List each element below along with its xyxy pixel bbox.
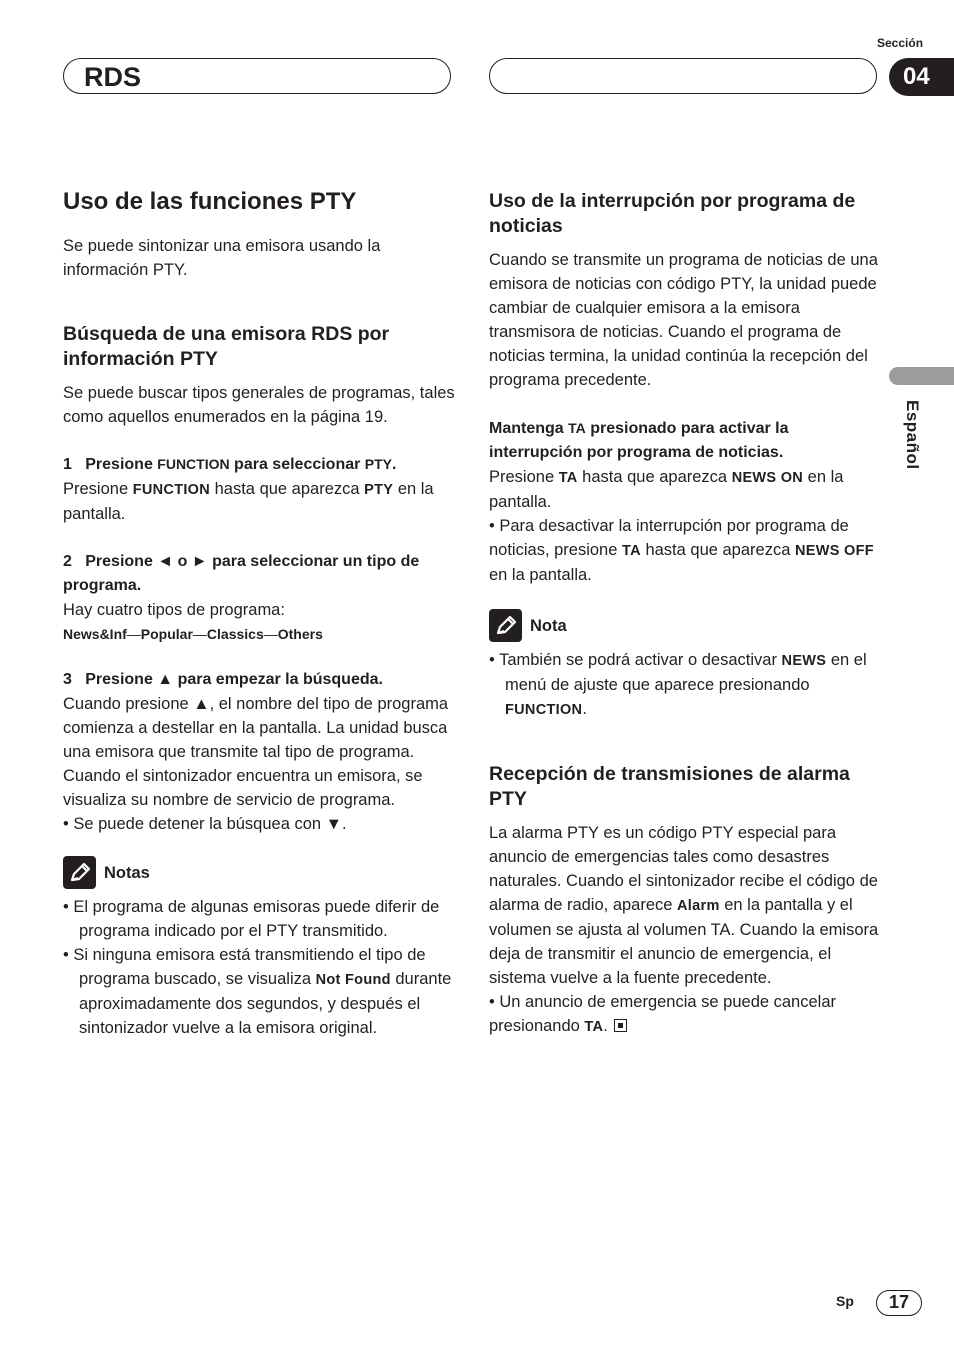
alarm-display: Alarm [677, 898, 720, 914]
program-types [63, 622, 455, 646]
language-tab [889, 367, 954, 385]
step2-head-text: Presione ◄ o ► para seleccionar un tipo de programa. [63, 553, 420, 594]
hold-body-text: Presione [489, 468, 559, 486]
note-text2: en el menú de ajuste que aparece presionando [505, 651, 867, 694]
end-of-section-icon [614, 1019, 627, 1032]
step3-heading [63, 668, 455, 692]
step1-body-text2: hasta que aparezca [210, 480, 365, 498]
pty-key: PTY [364, 456, 393, 472]
type-news: News&Inf [63, 626, 127, 642]
alarm-bullet-text: • Un anuncio de emergencia se puede cancelar presionando [489, 993, 836, 1035]
dash: — [192, 626, 207, 642]
section-number-tab: 04 [889, 58, 954, 96]
step3-bullet: • Se puede detener la búsquea con ▼. [63, 815, 347, 833]
header-title-box [63, 58, 451, 94]
step1-head-end: . [392, 456, 397, 473]
news-off-display: NEWS OFF [794, 543, 874, 559]
step3-number: 3 [63, 671, 72, 688]
step2-heading [63, 550, 455, 598]
left-column [63, 188, 455, 1040]
type-classics: Classics [206, 626, 264, 642]
type-others: Others [277, 626, 323, 642]
step1-heading [63, 452, 455, 477]
pencil-icon [489, 609, 522, 642]
function-display: FUNCTION [132, 482, 211, 498]
news-title: Uso de la interrupción por programa de noticias [489, 190, 856, 237]
dash: — [126, 626, 141, 642]
hold-body-end: en la pantalla. [489, 468, 844, 511]
function-key: FUNCTION [157, 456, 230, 472]
note-item-1: • El programa de algunas emisoras puede diferir de programa indicado por el PTY transmitido. [63, 898, 440, 940]
hold-bullet-end: en la pantalla. [489, 566, 592, 584]
note-end: . [582, 700, 587, 718]
step1-head-text2: para seleccionar [229, 456, 365, 473]
note2-text: • Si ninguna emisora está transmitiendo el tipo de programa buscado, se visualiza [63, 946, 426, 988]
search-body: Se puede buscar tipos generales de programas, tales como aquellos enumerados en la página 19. [63, 384, 455, 426]
pencil-icon [63, 856, 96, 889]
page-title: RDS [84, 62, 142, 92]
note2-text2: durante aproximadamente dos segundos, y después el sintonizador vuelve a la emisora original. [79, 970, 452, 1037]
hold-head-text: Mantenga [489, 420, 569, 437]
news-on-display: NEWS ON [731, 470, 804, 486]
ta-display: TA [558, 470, 578, 486]
hold-bullet [489, 514, 881, 587]
alarm-title: Recepción de transmisiones de alarma PTY [489, 763, 850, 810]
note-text: • También se podrá activar o desactivar [489, 651, 782, 669]
alarm-text: La alarma PTY es un código PTY especial para anuncio de emergencias tales como desastres naturales. Cuando el sintonizador recibe el código de alarma de radio, aparece [489, 824, 878, 914]
hold-bullet-text2: hasta que aparezca [640, 541, 795, 559]
type-popular: Popular [140, 626, 193, 642]
dash: — [263, 626, 278, 642]
hold-ta-heading [489, 416, 881, 465]
notes-heading [63, 856, 455, 889]
not-found-display: Not Found [315, 972, 391, 988]
note-item-2 [63, 943, 455, 1040]
page-number: 17 [876, 1290, 922, 1316]
left-title: Uso de las funciones PTY [63, 188, 357, 215]
ta-display: TA [622, 543, 641, 559]
alarm-bullet [489, 990, 881, 1039]
step1-body [63, 477, 455, 526]
step2-body: Hay cuatro tipos de programa: [63, 601, 285, 619]
header-blank-box [489, 58, 877, 94]
step3-head-text: Presione ▲ para empezar la búsqueda. [85, 671, 383, 688]
step1-head-text: Presione [85, 456, 158, 473]
hold-head-text2: presionado para activar la interrupción por programa de noticias. [489, 420, 789, 461]
alarm-body [489, 821, 881, 990]
notes-title: Notas [104, 863, 150, 882]
pty-display: PTY [364, 482, 394, 498]
hold-body [489, 465, 881, 514]
news-body: Cuando se transmite un programa de noticias de una emisora de noticias con código PTY, la unidad puede cambiar de cualquier emisora a la emisora transmisora de noticias. Cuando el programa de noticias termina, la unidad continúa la recepción del programa precedente. [489, 251, 878, 389]
section-label: Sección [877, 36, 924, 50]
step1-body-end: en la pantalla. [63, 480, 434, 523]
alarm-text2: en la pantalla y el volumen se ajusta al volumen TA. Cuando la emisora deja de transmitir el anuncio de emergencia, el sistema vuelve a la fuente precedente. [489, 896, 879, 987]
step3-body: Cuando presione ▲, el nombre del tipo de programa comienza a destellar en la pantalla. La unidad busca una emisora que transmite tal tipo de programa. Cuando el sintonizador encuentra un emisora, se visualiza su nombre de servicio de programa. [63, 695, 449, 809]
note-heading [489, 609, 881, 642]
step2-number: 2 [63, 553, 72, 570]
alarm-bullet-end: . [603, 1017, 608, 1035]
function-display: FUNCTION [505, 702, 583, 718]
ta-key: TA [568, 420, 586, 436]
right-column [489, 189, 881, 1039]
step1-body-text: Presione [63, 480, 133, 498]
hold-bullet-text: • Para desactivar la interrupción por programa de noticias, presione [489, 517, 849, 559]
language-label: Español [903, 400, 922, 470]
note-item [489, 648, 881, 722]
news-display: NEWS [781, 653, 827, 669]
left-intro: Se puede sintonizar una emisora usando la información PTY. [63, 237, 381, 279]
search-subtitle: Búsqueda de una emisora RDS por información PTY [63, 323, 390, 370]
note-title: Nota [530, 616, 567, 635]
footer-language-code: Sp [836, 1293, 854, 1309]
step1-number: 1 [63, 456, 72, 473]
hold-body-text2: hasta que aparezca [577, 468, 732, 486]
ta-display: TA [584, 1019, 604, 1035]
